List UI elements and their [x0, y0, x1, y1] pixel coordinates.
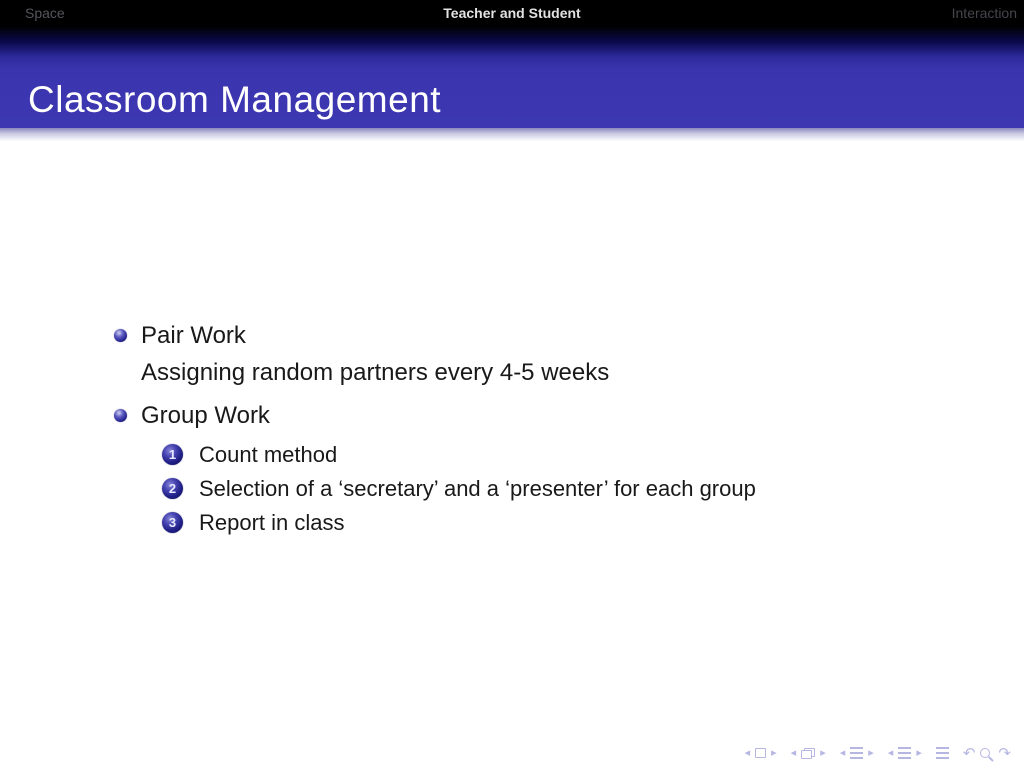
- frame-title-bar: [0, 26, 1024, 128]
- navigation-symbols-bar: [745, 746, 1011, 760]
- section-link-space[interactable]: Space: [25, 5, 65, 21]
- next-subsection-icon[interactable]: ▸: [868, 746, 874, 759]
- sublist-item-report-in-class: [162, 505, 756, 539]
- presentation-nav-group: [936, 747, 949, 759]
- presentation-icon[interactable]: [936, 747, 949, 759]
- section-link-interaction[interactable]: Interaction: [951, 5, 1017, 21]
- sublist-item-count-method: [162, 437, 756, 471]
- item-detail: Assigning random partners every 4-5 weeks: [141, 359, 610, 386]
- search-icon[interactable]: [980, 748, 990, 758]
- list-item-group-work: [114, 397, 1024, 539]
- list-item-pair-work: [114, 317, 1024, 391]
- bullet-list: [114, 317, 1024, 539]
- sublist-item-text: Count method: [199, 441, 338, 467]
- frame-nav-group: [791, 747, 826, 759]
- prev-section-icon[interactable]: ◂: [887, 746, 894, 759]
- list-item-text: [141, 317, 609, 391]
- next-section-icon[interactable]: ▸: [916, 746, 922, 759]
- title-bar-shadow: [0, 128, 1024, 142]
- subsection-icon[interactable]: [850, 747, 863, 759]
- prev-frame-icon[interactable]: ◂: [790, 746, 797, 759]
- sublist-item-text: Selection of a ‘secretary’ and a ‘presenter’ for each group: [199, 475, 756, 501]
- sublist-item-text: Report in class: [199, 509, 345, 535]
- frame-title: Classroom Management: [28, 79, 442, 121]
- history-nav-group: [963, 746, 1011, 760]
- section-nav-group: [888, 747, 922, 759]
- number-ball-1-icon: 1: [162, 444, 183, 465]
- item-label: Pair Work: [141, 322, 246, 349]
- section-icon[interactable]: [898, 747, 911, 759]
- bullet-ball-icon: [114, 329, 127, 342]
- frame-icon[interactable]: [801, 748, 815, 759]
- header-bar: [0, 0, 1024, 26]
- number-ball-3-icon: 3: [162, 512, 183, 533]
- back-icon[interactable]: ↶: [962, 744, 976, 762]
- bullet-ball-icon: [114, 409, 127, 422]
- subsection-nav-group: [840, 747, 874, 759]
- list-item-text: [141, 397, 756, 539]
- section-link-teacher-and-student[interactable]: Teacher and Student: [443, 5, 581, 21]
- slide-body: [0, 142, 1024, 539]
- prev-slide-icon[interactable]: ◂: [744, 746, 751, 759]
- forward-icon[interactable]: ↷: [998, 744, 1011, 762]
- item-label: Group Work: [141, 402, 270, 429]
- sublist-item-secretary-presenter: [162, 471, 756, 505]
- next-slide-icon[interactable]: ▸: [771, 746, 777, 759]
- next-frame-icon[interactable]: ▸: [820, 746, 826, 759]
- slide-icon[interactable]: [755, 748, 766, 758]
- slide-nav-group: [745, 747, 777, 759]
- prev-subsection-icon[interactable]: ◂: [839, 746, 846, 759]
- number-ball-2-icon: 2: [162, 478, 183, 499]
- numbered-sublist: [162, 437, 756, 539]
